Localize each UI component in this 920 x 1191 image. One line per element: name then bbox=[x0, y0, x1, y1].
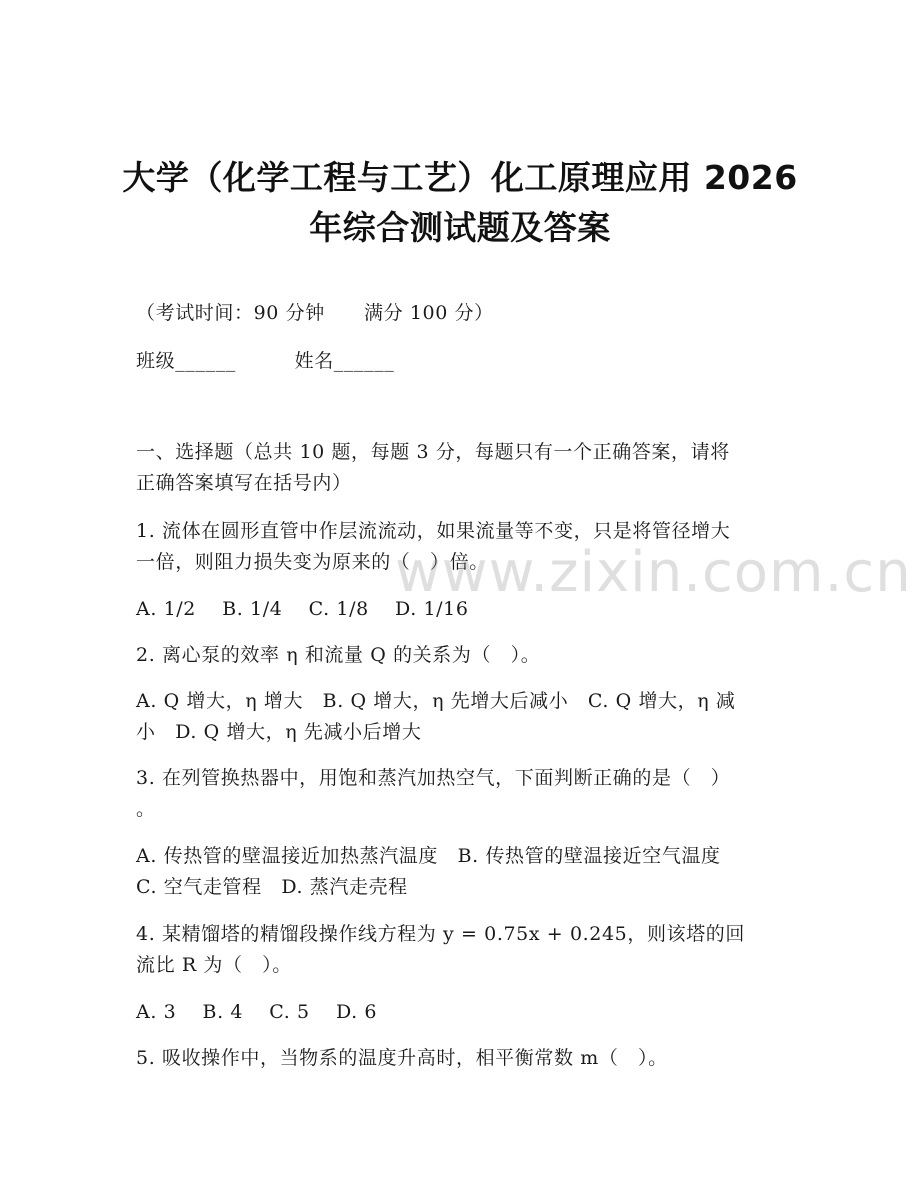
question-4-options: A. 3 B. 4 C. 5 D. 6 bbox=[136, 1001, 378, 1023]
exam-info: （考试时间：90 分钟 满分 100 分） bbox=[136, 302, 494, 324]
question-2-stem: 2. 离心泵的效率 η 和流量 Q 的关系为（ ）。 bbox=[136, 644, 541, 666]
section-heading-line-2: 正确答案填写在括号内） bbox=[136, 472, 352, 494]
question-4-stem-line-2: 流比 R 为（ ）。 bbox=[136, 954, 292, 976]
question-2-options-line-1: A. Q 增大，η 增大 B. Q 增大，η 先增大后减小 C. Q 增大，η 减 bbox=[136, 690, 736, 712]
question-3-options-line-2: C. 空气走管程 D. 蒸汽走壳程 bbox=[136, 876, 408, 898]
section-heading-line-1: 一、选择题（总共 10 题，每题 3 分，每题只有一个正确答案，请将 bbox=[136, 441, 730, 463]
question-1-options: A. 1/2 B. 1/4 C. 1/8 D. 1/16 bbox=[136, 598, 469, 620]
question-2-options-line-2: 小 D. Q 增大，η 先减小后增大 bbox=[136, 721, 422, 743]
document-title-line-1: 大学（化学工程与工艺）化工原理应用 2026 bbox=[122, 158, 798, 197]
class-name-line: 班级______ 姓名______ bbox=[136, 350, 395, 372]
question-1-stem-line-2: 一倍，则阻力损失变为原来的（ ）倍。 bbox=[136, 551, 489, 573]
question-1-stem-line-1: 1. 流体在圆形直管中作层流流动，如果流量等不变，只是将管径增大 bbox=[136, 520, 731, 542]
watermark: www.zixin.com.cn bbox=[395, 540, 912, 605]
question-5-stem: 5. 吸收操作中，当物系的温度升高时，相平衡常数 m（ ）。 bbox=[136, 1047, 668, 1069]
question-4-stem-line-1: 4. 某精馏塔的精馏段操作线方程为 y = 0.75x + 0.245，则该塔的回 bbox=[136, 923, 745, 945]
question-3-stem-line-2: 。 bbox=[136, 798, 156, 820]
question-3-options-line-1: A. 传热管的壁温接近加热蒸汽温度 B. 传热管的壁温接近空气温度 bbox=[136, 845, 721, 867]
question-3-stem-line-1: 3. 在列管换热器中，用饱和蒸汽加热空气，下面判断正确的是（ ） bbox=[136, 767, 731, 789]
document-title-line-2: 年综合测试题及答案 bbox=[309, 208, 611, 247]
